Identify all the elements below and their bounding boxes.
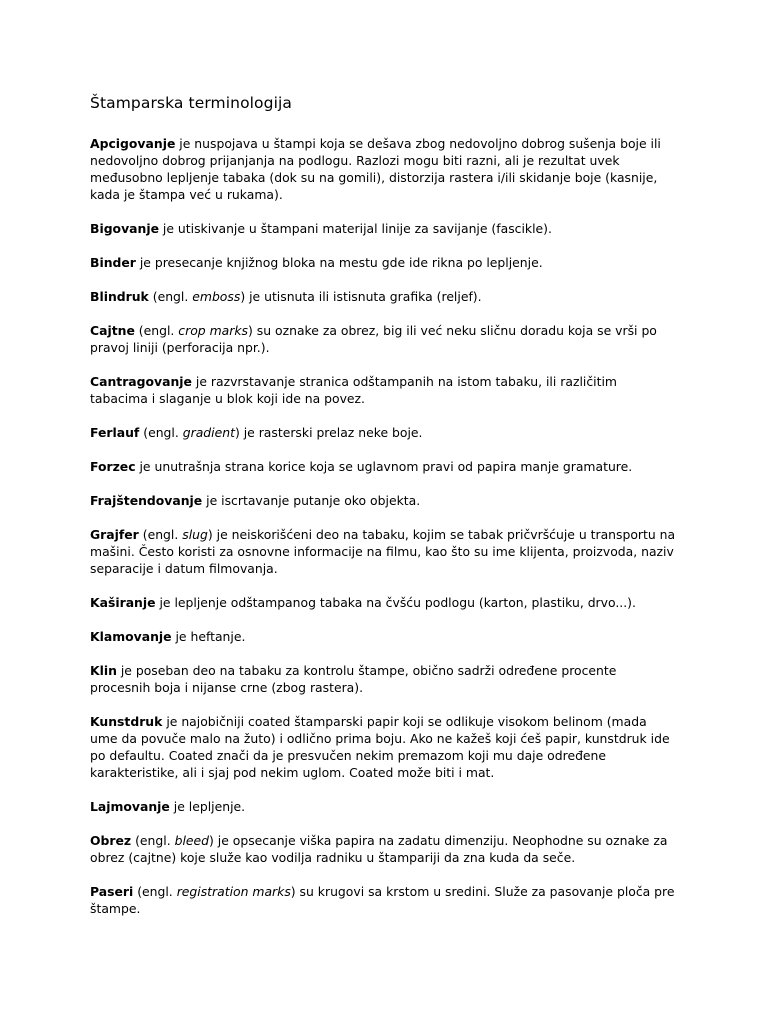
glossary-entry xyxy=(90,424,678,441)
document-title: Štamparska terminologija xyxy=(90,94,292,112)
glossary-term: Klin xyxy=(90,663,117,678)
glossary-definition: ) su krugovi sa krstom u sredini. Služe za pasovanje ploča pre štampe. xyxy=(90,884,675,916)
glossary-term: Obrez xyxy=(90,833,132,848)
glossary-term: Grajfer xyxy=(90,527,139,542)
glossary-prefix: (engl. xyxy=(138,527,183,542)
glossary-entry xyxy=(90,526,678,577)
glossary-term: Frajštendovanje xyxy=(90,493,203,508)
glossary-entry xyxy=(90,883,678,917)
glossary-term: Ferlauf xyxy=(90,425,140,440)
glossary-term: Cajtne xyxy=(90,323,135,338)
glossary-definition: je najobičniji coated štamparski papir koji se odlikuje visokom belinom (mada ume da povuče malo na žuto) i odlično prima boju. Ako ne kažeš koji ćeš papir, kunstdruk ide po defaultu. Coated znači da je presvučen nekim premazom koji mu daje određene karakteristike, ali i sjaj pod nekim uglom. Coated može biti i mat. xyxy=(90,714,670,780)
glossary-entry xyxy=(90,492,678,509)
english-term: slug xyxy=(182,527,208,542)
glossary-definition: ) je utisnuta ili istisnuta grafika (reljef). xyxy=(240,289,482,304)
glossary-term: Forzec xyxy=(90,459,136,474)
glossary-prefix: (engl. xyxy=(148,289,193,304)
glossary-term: Bigovanje xyxy=(90,221,159,236)
glossary-term: Kunstdruk xyxy=(90,714,163,729)
english-term: bleed xyxy=(174,833,209,848)
glossary-term: Klamovanje xyxy=(90,629,172,644)
glossary-list xyxy=(90,135,678,917)
glossary-entry xyxy=(90,662,678,696)
glossary-entry xyxy=(90,373,678,407)
glossary-definition: ) su oznake za obrez, big ili već neku sličnu doradu koja se vrši po pravoj liniji (perforacija npr.). xyxy=(90,323,657,355)
glossary-definition: je unutrašnja strana korice koja se uglavnom pravi od papira manje gramature. xyxy=(135,459,633,474)
glossary-definition: je nuspojava u štampi koja se dešava zbog nedovoljno dobrog sušenja boje ili nedovoljno dobrog prijanjanja na podlogu. Razlozi mogu biti razni, ali je rezultat uvek međusobno lepljenje tabaka (dok su na gomili), distorzija rastera i/ili skidanje boje (kasnije, kada je štampa već u rukama). xyxy=(90,136,661,202)
english-term: crop marks xyxy=(178,323,248,338)
glossary-entry xyxy=(90,594,678,611)
glossary-prefix: (engl. xyxy=(139,425,183,440)
glossary-definition: je heftanje. xyxy=(171,629,246,644)
glossary-term: Kaširanje xyxy=(90,595,156,610)
english-term: gradient xyxy=(182,425,235,440)
glossary-entry xyxy=(90,254,678,271)
glossary-entry xyxy=(90,135,678,203)
glossary-entry xyxy=(90,832,678,866)
glossary-entry xyxy=(90,288,678,305)
glossary-definition: je presecanje knjižnog bloka na mestu gde ide rikna po lepljenje. xyxy=(135,255,543,270)
glossary-entry xyxy=(90,322,678,356)
glossary-term: Apcigovanje xyxy=(90,136,176,151)
glossary-entry xyxy=(90,798,678,815)
glossary-term: Lajmovanje xyxy=(90,799,170,814)
glossary-definition: ) je opsecanje viška papira na zadatu dimenziju. Neophodne su oznake za obrez (cajtne) koje služe kao vodilja radniku u štampariji da zna kuda da seče. xyxy=(90,833,668,865)
glossary-prefix: (engl. xyxy=(133,884,177,899)
glossary-definition: je razvrstavanje stranica odštampanih na istom tabaku, ili različitim tabacima i slaganje u blok koji ide na povez. xyxy=(90,374,617,406)
glossary-definition: ) je rasterski prelaz neke boje. xyxy=(234,425,423,440)
glossary-term: Binder xyxy=(90,255,136,270)
glossary-definition: je poseban deo na tabaku za kontrolu štampe, obično sadrži određene procente procesnih boja i nijanse crne (zbog rastera). xyxy=(90,663,617,695)
glossary-entry xyxy=(90,220,678,237)
english-term: registration marks xyxy=(176,884,291,899)
glossary-entry xyxy=(90,713,678,781)
glossary-definition: je lepljenje odštampanog tabaka na čvšću podlogu (karton, plastiku, drvo...). xyxy=(155,595,636,610)
glossary-definition: je iscrtavanje putanje oko objekta. xyxy=(202,493,421,508)
glossary-term: Blindruk xyxy=(90,289,149,304)
glossary-prefix: (engl. xyxy=(134,323,179,338)
glossary-term: Cantragovanje xyxy=(90,374,192,389)
glossary-entry xyxy=(90,458,678,475)
english-term: emboss xyxy=(192,289,241,304)
glossary-prefix: (engl. xyxy=(131,833,175,848)
glossary-definition: je lepljenje. xyxy=(169,799,246,814)
glossary-definition: je utiskivanje u štampani materijal linije za savijanje (fascikle). xyxy=(158,221,552,236)
glossary-entry xyxy=(90,628,678,645)
glossary-definition: ) je neiskorišćeni deo na tabaku, kojim se tabak pričvršćuje u transportu na mašini. Često koristi za osnovne informacije na filmu, kao što su ime klijenta, proizvoda, naziv separacije i datum filmovanja. xyxy=(90,527,676,576)
glossary-term: Paseri xyxy=(90,884,134,899)
